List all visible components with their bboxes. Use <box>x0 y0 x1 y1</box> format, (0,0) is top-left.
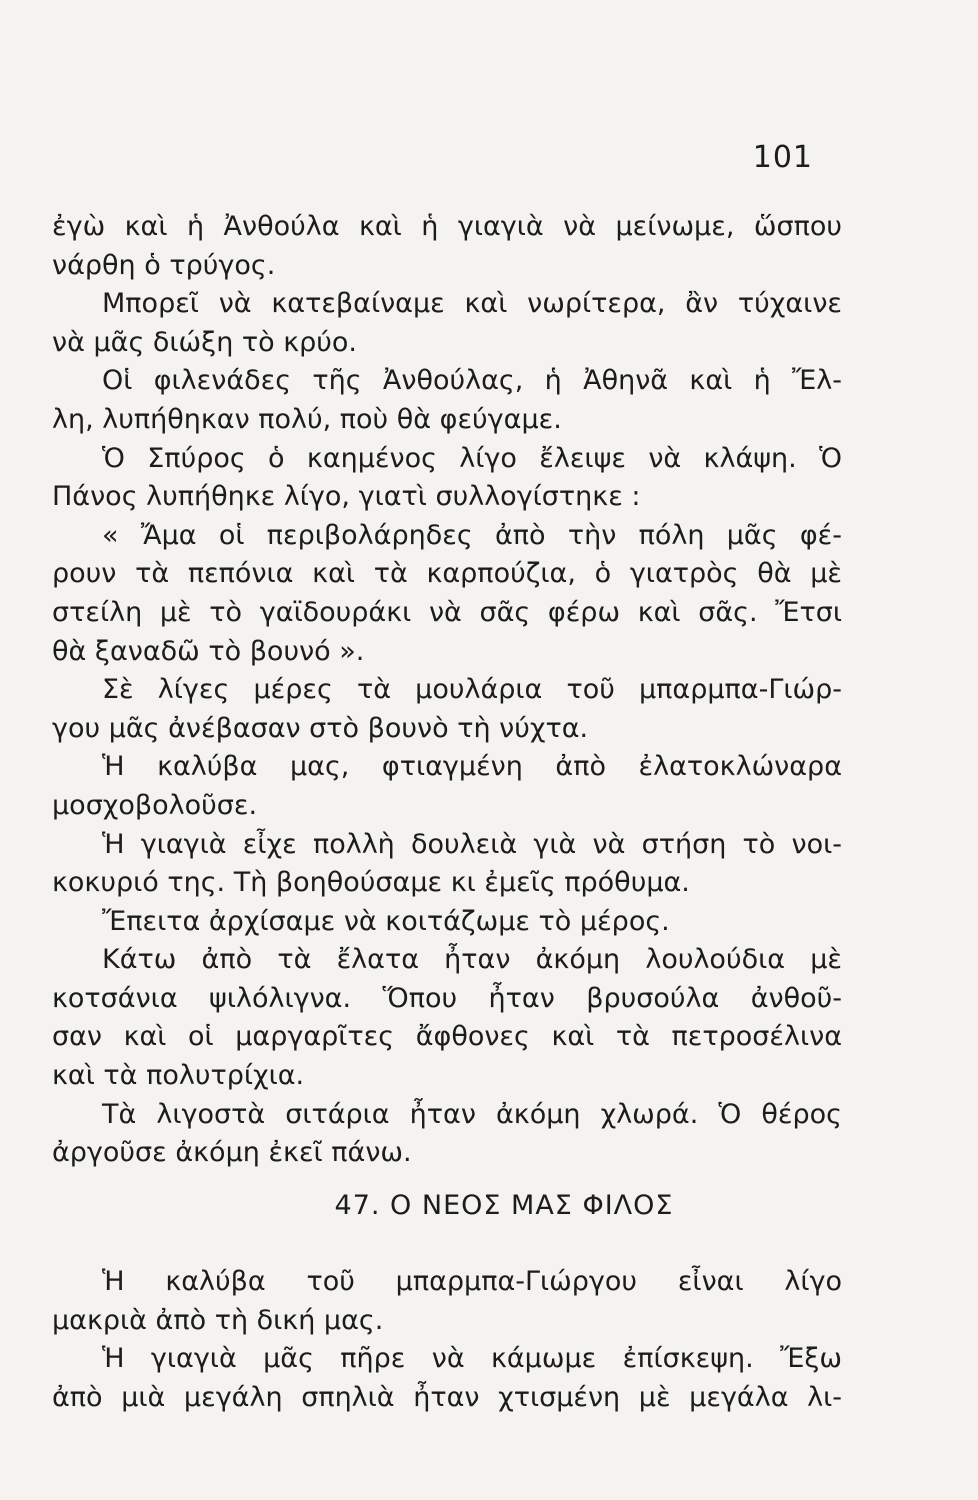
text-line: μακριὰ ἀπὸ τὴ δική μας. <box>52 1304 384 1336</box>
text-line: Ἔπειτα ἀρχίσαμε νὰ κοιτάζωμε τὸ μέρος. <box>102 905 670 937</box>
text-line: κοτσάνια ψιλόλιγνα. Ὅπου ἦταν βρυσούλα ἀνθοῦ- <box>52 982 842 1014</box>
text-line: Τὰ λιγοστὰ σιτάρια ἦταν ἀκόμη χλωρά. Ὁ θέρος <box>102 1098 842 1130</box>
text-line: θὰ ξαναδῶ τὸ βουνό ». <box>52 635 365 667</box>
text-line: Ἡ γιαγιὰ μᾶς πῆρε νὰ κάμωμε ἐπίσκεψη. Ἔξω <box>102 1343 842 1375</box>
text-line: Ἡ καλύβα τοῦ μπαρμπα-Γιώργου εἶναι λίγο <box>102 1266 842 1297</box>
text-line: Ἡ γιαγιὰ εἶχε πολλὴ δουλειὰ γιὰ νὰ στήση τὸ νοι- <box>102 828 842 860</box>
text-line: κοκυριό της. Τὴ βοηθούσαμε κι ἐμεῖς πρόθυμα. <box>52 867 690 899</box>
text-line: Ἡ καλύβα μας, φτιαγμένη ἀπὸ ἐλατοκλώναρα <box>102 751 842 783</box>
text-line: σαν καὶ οἱ μαργαρῖτες ἄφθονες καὶ τὰ πετροσέλινα <box>52 1021 842 1053</box>
text-line: λη, λυπήθηκαν πολύ, ποὺ θὰ φεύγαμε. <box>52 403 562 435</box>
text-line: « Ἄμα οἱ περιβολάρηδες ἀπὸ τὴν πόλη μᾶς φέ- <box>102 519 842 551</box>
text-line: στείλη μὲ τὸ γαϊδουράκι νὰ σᾶς φέρω καὶ σᾶς. Ἔτσι <box>52 596 842 628</box>
text-line: ρουν τὰ πεπόνια καὶ τὰ καρπούζια, ὁ γιατρὸς θὰ μὲ <box>52 558 842 590</box>
text-line: Μπορεῖ νὰ κατεβαίναμε καὶ νωρίτερα, ἂν τύχαινε <box>102 288 842 320</box>
text-line: Κάτω ἀπὸ τὰ ἔλατα ἦταν ἀκόμη λουλούδια μὲ <box>102 944 842 976</box>
text-line: καὶ τὰ πολυτρίχια. <box>52 1060 305 1092</box>
text-line: ἀργοῦσε ἀκόμη ἐκεῖ πάνω. <box>52 1137 412 1169</box>
section-heading-text: 47. Ο ΝΕΟΣ ΜΑΣ ΦΙΛΟΣ <box>334 1190 674 1221</box>
text-line: Πάνος λυπήθηκε λίγο, γιατὶ συλλογίστηκε : <box>52 481 641 513</box>
text-line: Οἱ φιλενάδες τῆς Ἀνθούλας, ἡ Ἀθηνᾶ καὶ ἡ Ἔλ- <box>102 365 842 397</box>
text-line: γου μᾶς ἀνέβασαν στὸ βουνὸ τὴ νύχτα. <box>52 712 589 744</box>
text-line: νὰ μᾶς διώξη τὸ κρύο. <box>52 326 358 358</box>
section-heading <box>0 1190 978 1221</box>
page-number: 101 <box>752 140 813 175</box>
text-line: Ὁ Σπύρος ὁ καημένος λίγο ἔλειψε νὰ κλάψη. Ὁ <box>102 442 842 474</box>
section-text <box>52 1263 842 1417</box>
text-line: Σὲ λίγες μέρες τὰ μουλάρια τοῦ μπαρμπα-Γιώρ- <box>102 674 842 706</box>
body-text <box>52 208 842 1173</box>
text-line: ἐγὼ καὶ ἡ Ἀνθούλα καὶ ἡ γιαγιὰ νὰ μείνωμε, ὥσπου <box>52 211 842 242</box>
text-line: νάρθη ὁ τρύγος. <box>52 249 276 281</box>
text-line: ἀπὸ μιὰ μεγάλη σπηλιὰ ἦταν χτισμένη μὲ μεγάλα λι- <box>52 1381 842 1413</box>
text-line: μοσχοβολοῦσε. <box>52 789 258 821</box>
